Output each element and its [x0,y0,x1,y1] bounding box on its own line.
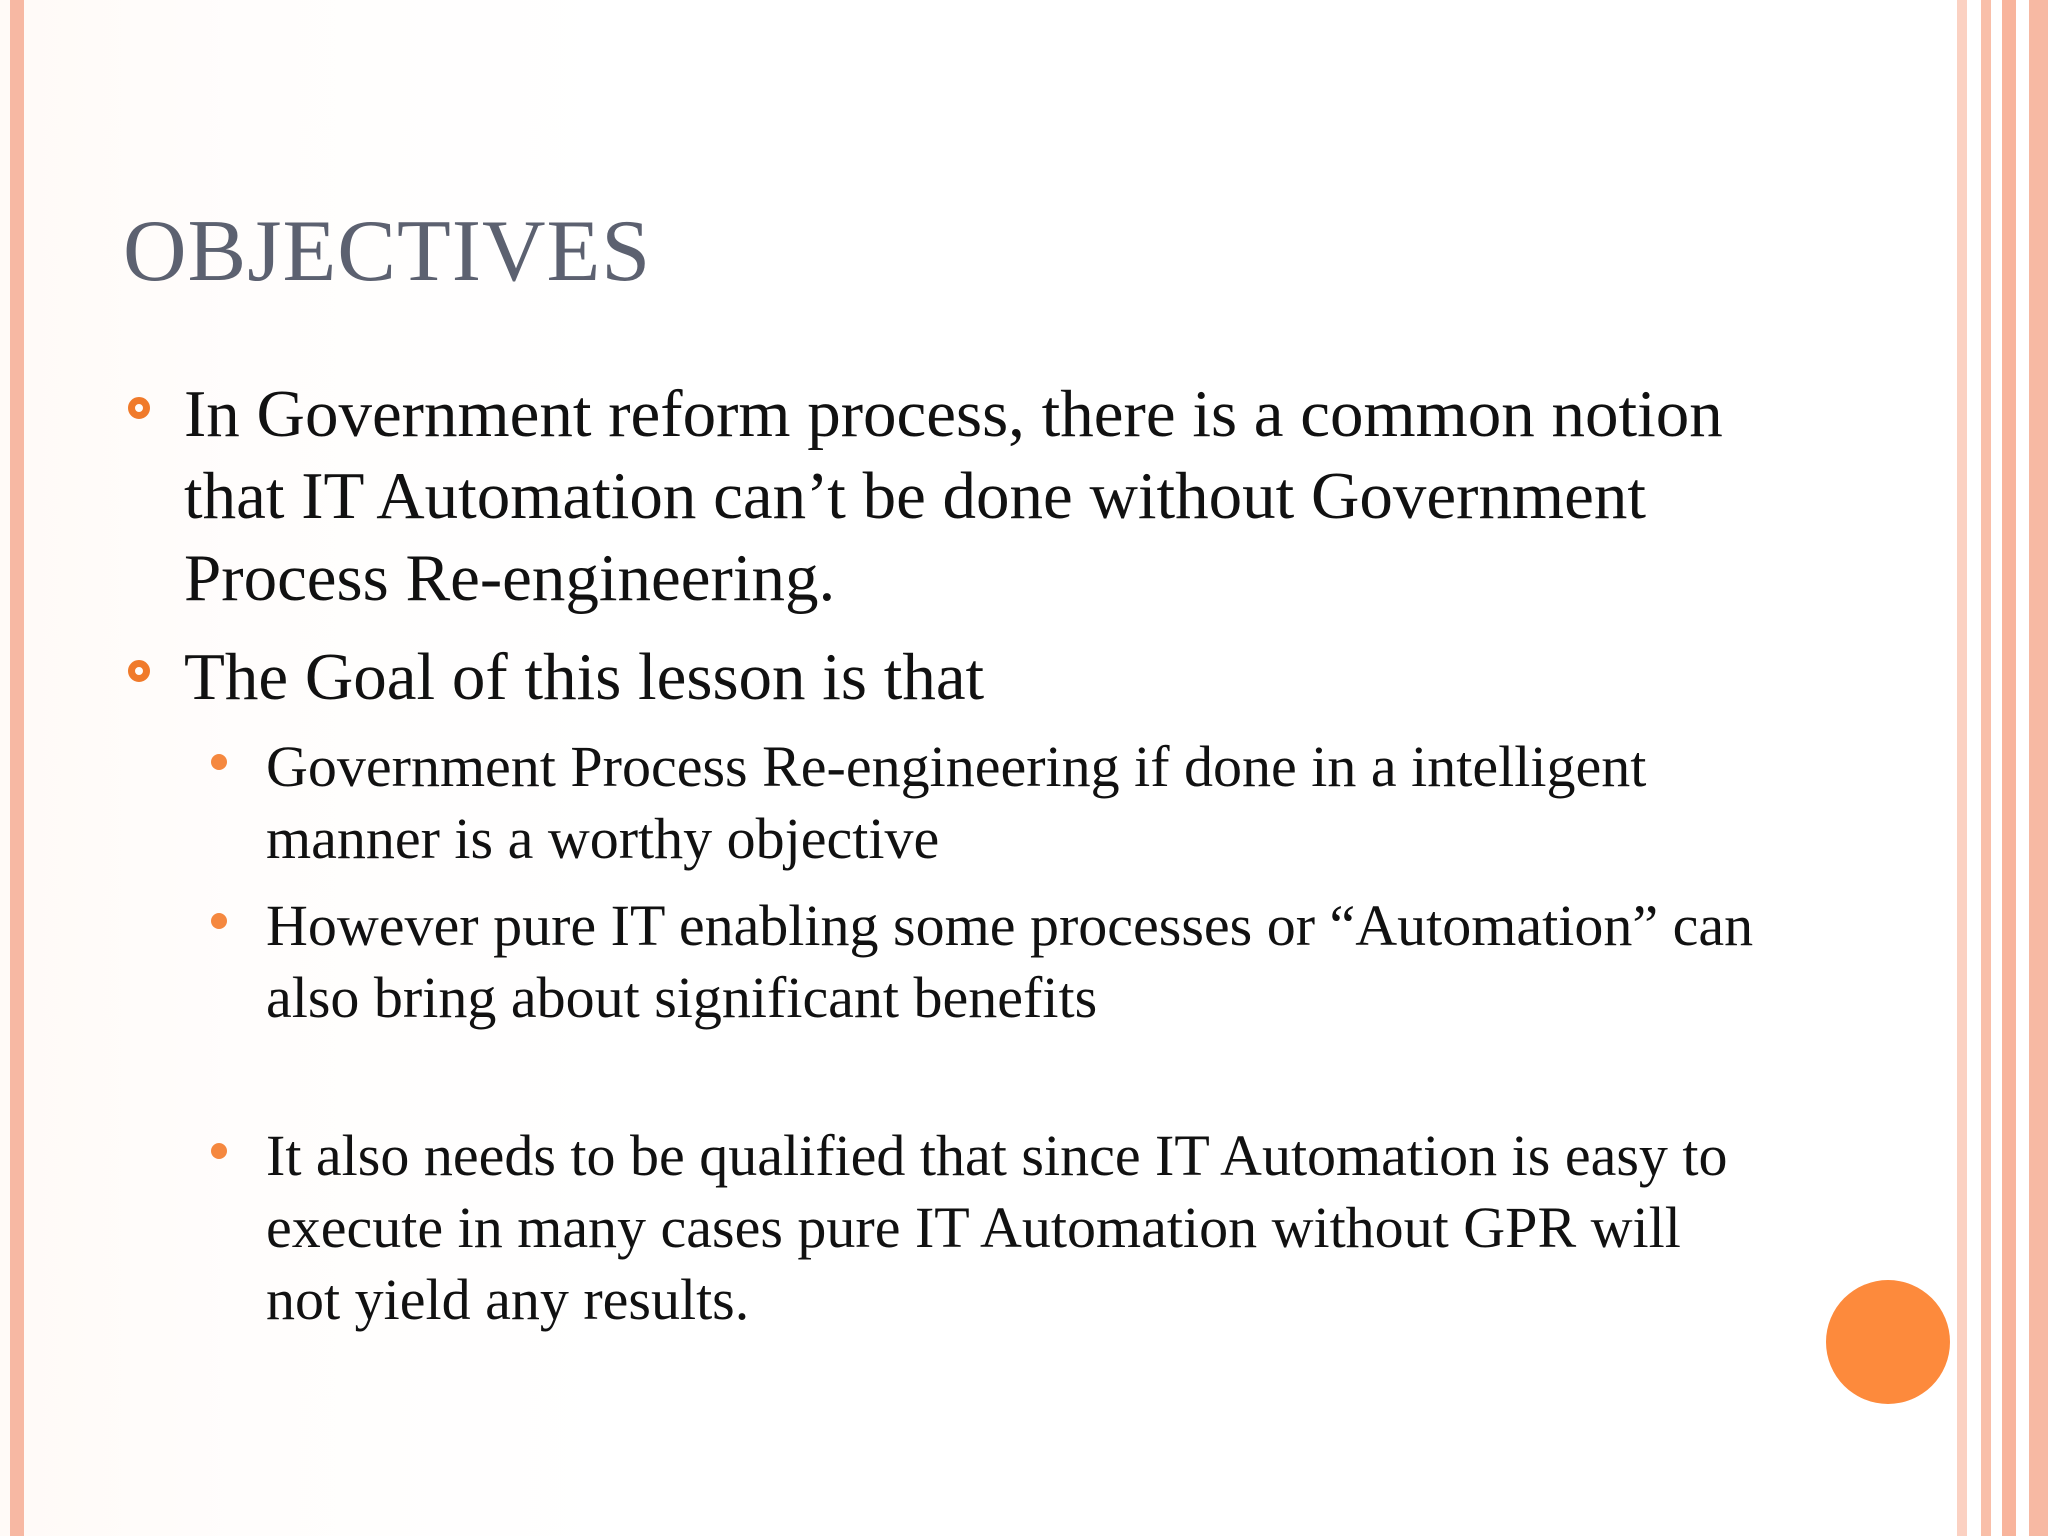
slide-title: OBJECTIVES [123,203,652,300]
dot-bullet-icon [211,754,227,770]
dot-bullet-icon [211,913,227,929]
sub-bullet-item: However pure IT enabling some processes or “Automation” can also bring about significant benefits [266,893,1754,1030]
sub-bullet-item: It also needs to be qualified that since IT Automation is easy to execute in many cases pure IT Automation without GPR will not yield any results. [266,1123,1728,1332]
sub-bullet-item: Government Process Re-engineering if done in a intelligent manner is a worthy objective [266,734,1647,871]
ring-bullet-icon [128,660,150,682]
ring-bullet-icon [128,397,150,419]
bullet-item: In Government reform process, there is a common notion that IT Automation can’t be done without Government Process Re-engineering. [184,377,1723,615]
orange-circle-decoration [1826,1280,1950,1404]
dot-bullet-icon [211,1143,227,1159]
bullet-item: The Goal of this lesson is that [184,640,985,714]
